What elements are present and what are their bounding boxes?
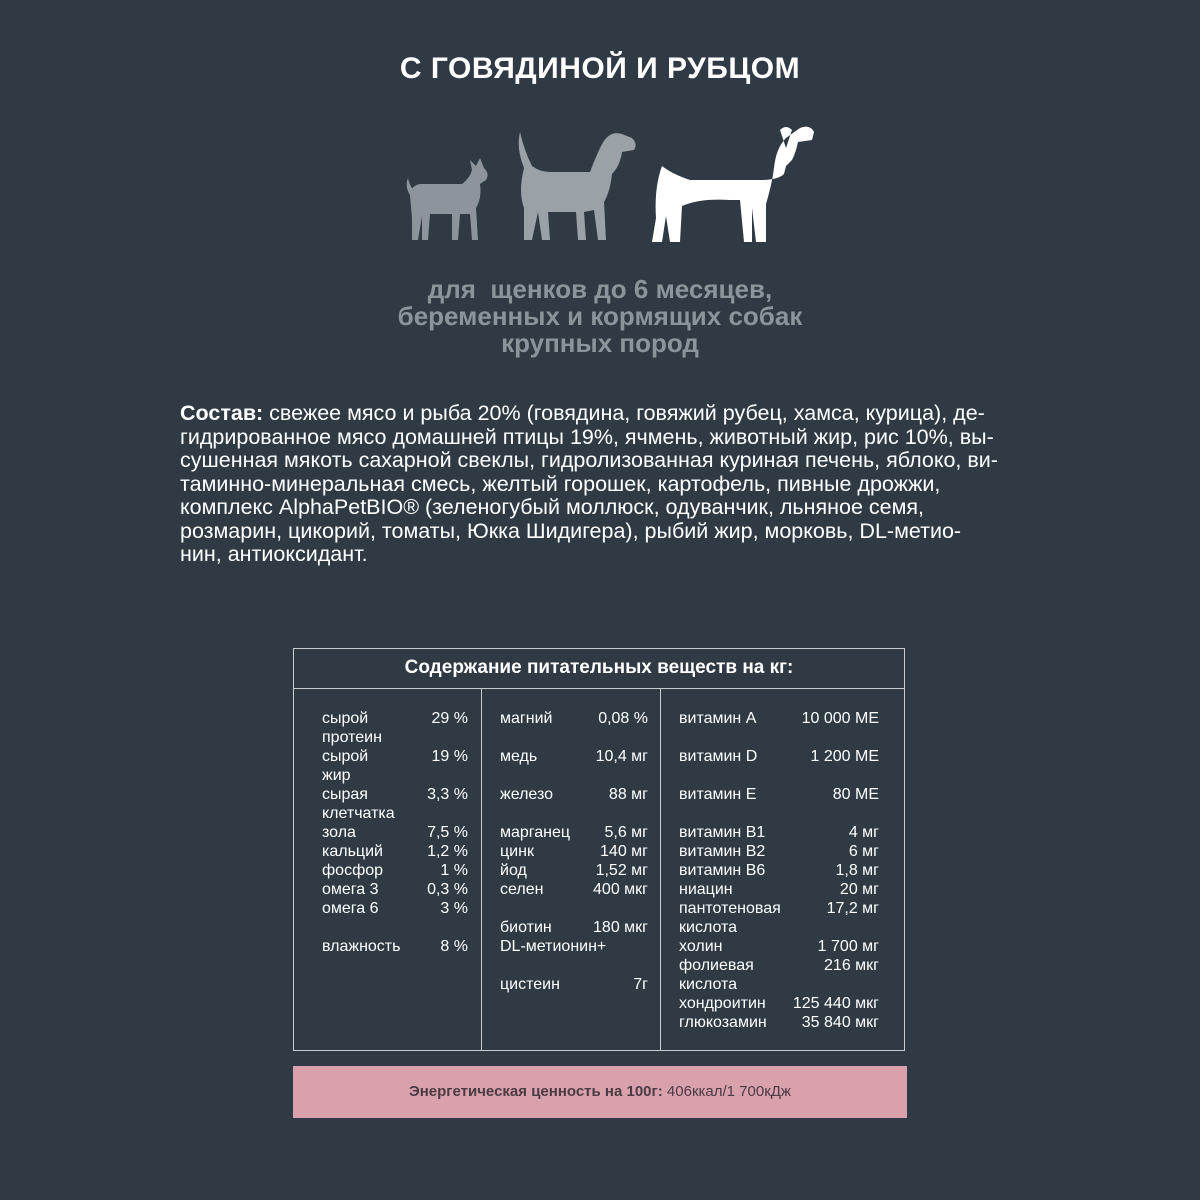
nutrient-value: 216 мкг <box>824 957 879 974</box>
nutrient-value: 125 440 мкг <box>792 995 879 1012</box>
nutrient-name: кальций <box>322 843 383 860</box>
nutrient-name: витамин D <box>679 748 758 765</box>
nutrient-value: 10,4 мг <box>595 748 648 765</box>
nutrient-name: зола <box>322 824 356 841</box>
small-dog-icon <box>407 158 488 240</box>
column-divider <box>660 689 661 1050</box>
nutrient-row <box>679 747 879 766</box>
nutrient-row <box>679 937 879 956</box>
nutrient-value: 4 мг <box>848 824 879 841</box>
nutrient-name: омега 3 <box>322 881 379 898</box>
nutrient-row <box>500 975 648 994</box>
nutrient-value: 1,52 мг <box>595 862 648 879</box>
nutrient-name: магний <box>500 710 553 727</box>
medium-dog-icon <box>519 132 636 240</box>
nutrient-row <box>679 956 879 994</box>
nutrient-row <box>500 937 648 956</box>
nutrient-row <box>500 842 648 861</box>
nutrient-name: фосфор <box>322 862 384 879</box>
dog-size-icons <box>400 108 820 258</box>
nutrient-row <box>322 823 468 842</box>
nutrient-name: сырой жир <box>322 748 369 784</box>
nutrient-value: 3,3 % <box>427 786 468 803</box>
nutrient-name: DL-метионин+ <box>500 938 607 955</box>
target-audience <box>0 276 1200 357</box>
nutrient-value: 400 мкг <box>593 881 648 898</box>
composition-line: сушенная мякоть сахарной свеклы, гидролизованная куриная печень, яблоко, ви- <box>180 448 998 472</box>
composition-line: свежее мясо и рыба 20% (говядина, говяжий рубец, хамса, курица), де- <box>263 401 985 425</box>
nutrient-name: влажность <box>322 938 401 955</box>
nutrient-row <box>679 785 879 804</box>
column-divider <box>481 689 482 1050</box>
nutrient-row <box>679 880 879 899</box>
nutrient-value: 1,8 мг <box>835 862 879 879</box>
nutrient-row <box>679 709 879 728</box>
nutrient-value: 1,2 % <box>427 843 468 860</box>
nutrient-name: медь <box>500 748 538 765</box>
nutrient-name: витамин А <box>679 710 757 727</box>
energy-value: 406ккал/1 700кДж <box>662 1083 791 1100</box>
nutrient-name: биотин <box>500 919 552 936</box>
nutrient-row <box>500 880 648 899</box>
nutrient-row <box>679 861 879 880</box>
nutrient-name: омега 6 <box>322 900 379 917</box>
nutrient-row <box>322 842 468 861</box>
composition-label: Состав: <box>180 401 264 425</box>
nutrient-row <box>679 823 879 842</box>
nutrient-value: 29 % <box>431 710 468 727</box>
nutrient-value: 0,08 % <box>598 710 648 727</box>
nutrient-value: 140 мг <box>600 843 648 860</box>
composition-text <box>180 402 1025 567</box>
nutrient-name: витамин Е <box>679 786 757 803</box>
nutrient-table-title: Содержание питательных веществ на кг: <box>294 649 904 689</box>
nutrient-value: 180 мкг <box>593 919 648 936</box>
nutrient-name: сырая клетчатка <box>322 786 395 822</box>
nutrient-row <box>679 994 879 1013</box>
nutrient-name: йод <box>500 862 527 879</box>
nutrient-value: 8 % <box>440 938 468 955</box>
nutrient-value: 0,3 % <box>427 881 468 898</box>
nutrient-name: цистеин <box>500 976 560 993</box>
nutrient-value: 17,2 мг <box>826 900 879 917</box>
nutrient-row <box>679 1013 879 1032</box>
nutrient-value: 3 % <box>440 900 468 917</box>
nutrient-row <box>500 918 648 937</box>
nutrient-name: витамин В6 <box>679 862 766 879</box>
nutrient-value: 7,5 % <box>427 824 468 841</box>
nutrient-value: 20 мг <box>839 881 879 898</box>
nutrient-value: 5,6 мг <box>604 824 648 841</box>
nutrient-row <box>322 709 468 747</box>
nutrient-name: глюкозамин <box>679 1014 767 1031</box>
nutrient-value: 10 000 МЕ <box>801 710 879 727</box>
nutrient-row <box>500 747 648 766</box>
nutrient-name: ниацин <box>679 881 733 898</box>
nutrient-row <box>500 823 648 842</box>
subtitle-line: для щенков до 6 месяцев, <box>427 274 773 304</box>
composition-line: розмарин, цикорий, томаты, Юкка Шидигера), рыбий жир, морковь, DL-метио- <box>180 518 962 543</box>
nutrient-row <box>322 880 468 899</box>
nutrient-row <box>679 899 879 937</box>
nutrient-value: 80 МЕ <box>832 786 879 803</box>
energy-label: Энергетическая ценность на 100г: <box>409 1083 663 1100</box>
nutrient-name: цинк <box>500 843 534 860</box>
nutrient-value: 35 840 мкг <box>801 1014 879 1031</box>
nutrient-value: 88 мг <box>608 786 648 803</box>
nutrient-name: холин <box>679 938 723 955</box>
nutrient-value: 1 % <box>440 862 468 879</box>
nutrient-name: железо <box>500 786 554 803</box>
energy-value-bar <box>293 1066 907 1118</box>
nutrient-name: марганец <box>500 824 571 841</box>
nutrient-row <box>322 937 468 956</box>
page-title: С ГОВЯДИНОЙ И РУБЦОМ <box>399 52 801 85</box>
nutrient-value: 1 200 МЕ <box>810 748 879 765</box>
nutrient-row <box>322 899 468 918</box>
nutrient-row <box>500 709 648 728</box>
nutrient-row <box>322 785 468 823</box>
nutrient-name: витамин В1 <box>679 824 766 841</box>
nutrient-name: фолиевая кислота <box>679 957 754 993</box>
nutrient-value: 7г <box>633 976 648 993</box>
nutrient-table <box>293 648 905 1051</box>
nutrient-row <box>500 785 648 804</box>
nutrient-value: 1 700 мг <box>817 938 879 955</box>
nutrient-name: витамин В2 <box>679 843 766 860</box>
subtitle-line: крупных пород <box>501 328 699 358</box>
composition-line: гидрированное мясо домашней птицы 19%, ячмень, животный жир, рис 10%, вы- <box>180 424 994 449</box>
nutrient-row <box>500 861 648 880</box>
nutrient-name: хондроитин <box>679 995 766 1012</box>
nutrient-name: пантотеновая кислота <box>679 900 781 936</box>
composition-line: таминно-минеральная смесь, желтый горошек, картофель, пивные дрожжи, <box>180 471 941 496</box>
large-dog-icon <box>652 127 814 242</box>
nutrient-value: 19 % <box>431 748 468 765</box>
nutrient-row <box>322 861 468 880</box>
nutrient-row <box>322 747 468 785</box>
nutrient-row <box>679 842 879 861</box>
composition-line: комплекс AlphaPetBIO® (зеленогубый моллюск, одуванчик, льняное семя, <box>180 495 925 519</box>
nutrient-value: 6 мг <box>848 843 879 860</box>
nutrient-name: селен <box>500 881 544 898</box>
nutrient-name: сырой протеин <box>322 710 382 746</box>
subtitle-line: беременных и кормящих собак <box>397 301 803 331</box>
composition-line: нин, антиоксидант. <box>180 542 368 566</box>
